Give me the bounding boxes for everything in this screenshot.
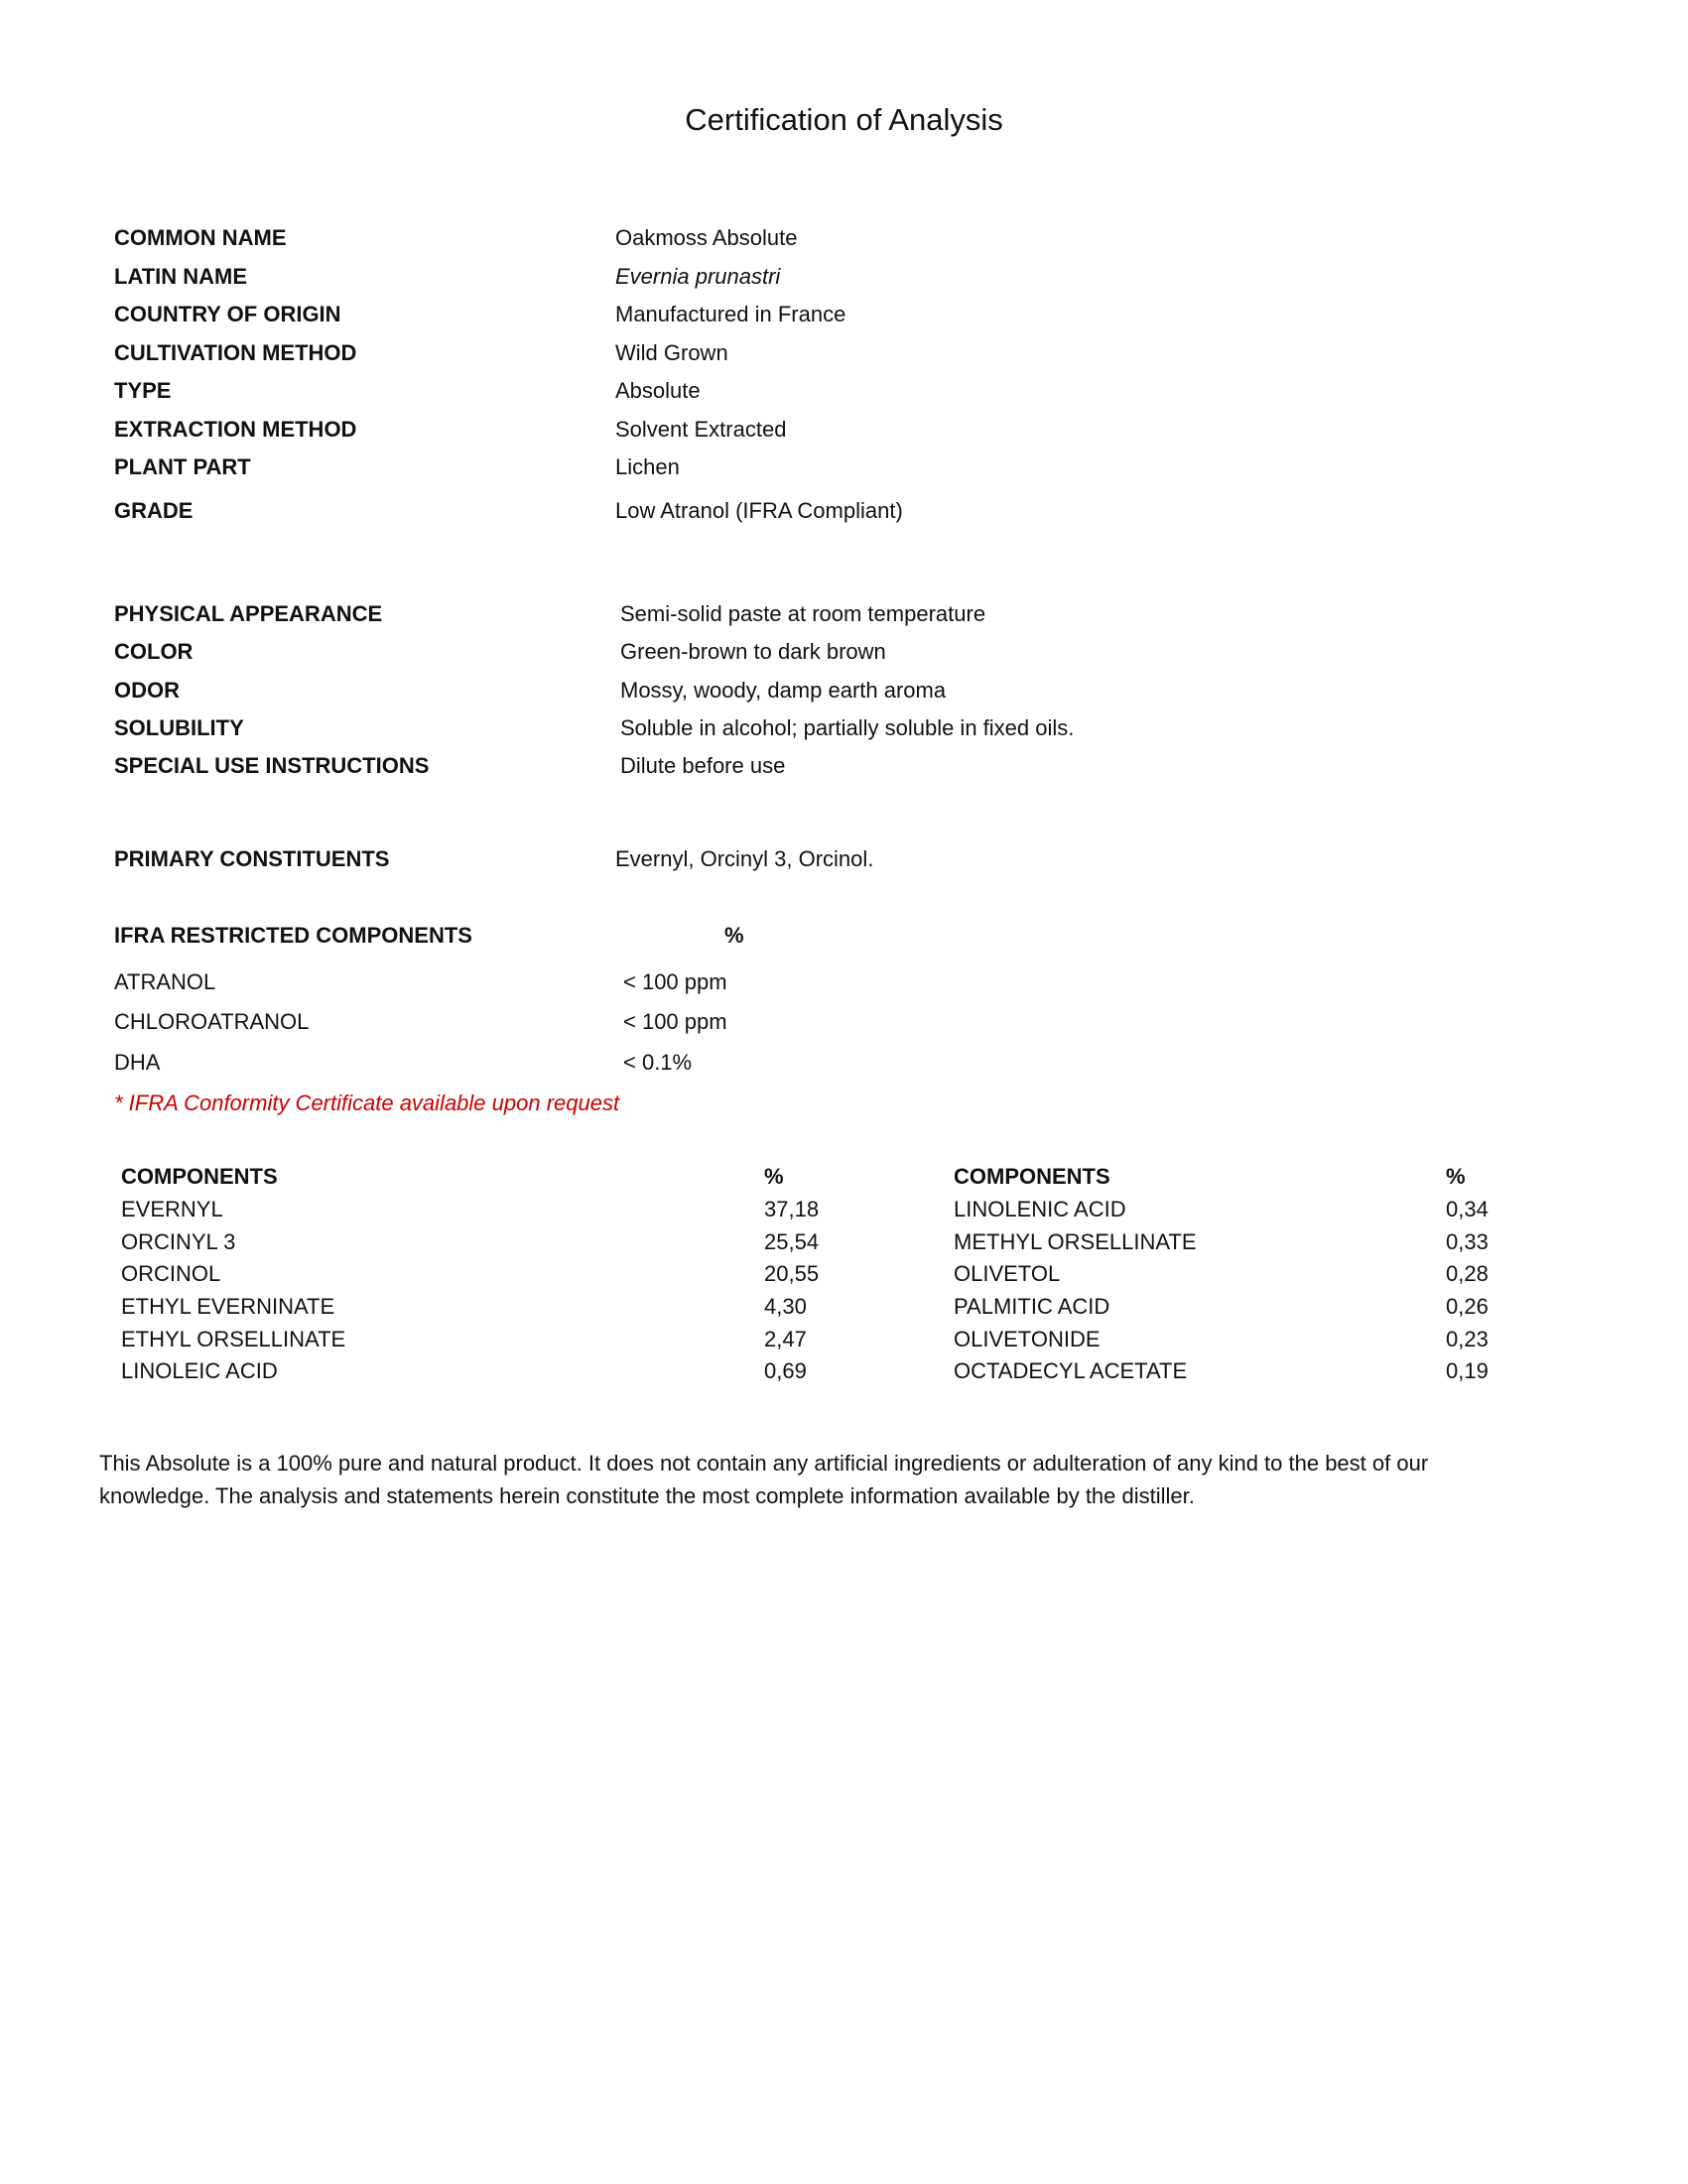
component-name: LINOLEIC ACID — [121, 1358, 278, 1383]
ifra-item-name: DHA — [114, 1050, 161, 1075]
component-value: 0,33 — [1446, 1229, 1489, 1254]
ifra-item-name: CHLOROATRANOL — [114, 1009, 310, 1034]
special-use-label: SPECIAL USE INSTRUCTIONS — [114, 753, 430, 778]
odor-label: ODOR — [114, 678, 180, 703]
latin-name-value: Evernia prunastri — [615, 264, 781, 289]
ifra-item-value: < 0.1% — [623, 1050, 693, 1075]
type-value: Absolute — [615, 378, 701, 403]
component-value: 0,69 — [764, 1358, 807, 1383]
component-value: 20,55 — [764, 1261, 820, 1286]
ifra-item-value: < 100 ppm — [623, 1009, 727, 1034]
component-value: 0,28 — [1446, 1261, 1489, 1286]
component-name: PALMITIC ACID — [954, 1294, 1110, 1319]
percent-header-right: % — [1446, 1164, 1466, 1189]
component-value: 0,34 — [1446, 1197, 1489, 1221]
common-name-label: COMMON NAME — [114, 225, 287, 250]
grade-label: GRADE — [114, 498, 194, 523]
component-value: 0,19 — [1446, 1358, 1489, 1383]
latin-name-label: LATIN NAME — [114, 264, 248, 289]
purity-statement-line-1: This Absolute is a 100% pure and natural product. It does not contain any artificial ingredients or adulteration of any kind to the best of our — [99, 1451, 1429, 1476]
country-of-origin-value: Manufactured in France — [615, 302, 846, 326]
physical-appearance-value: Semi-solid paste at room temperature — [620, 601, 986, 626]
extraction-method-label: EXTRACTION METHOD — [114, 417, 357, 442]
component-value: 2,47 — [764, 1327, 807, 1351]
color-value: Green-brown to dark brown — [620, 639, 886, 664]
physical-appearance-label: PHYSICAL APPEARANCE — [114, 601, 383, 626]
component-name: EVERNYL — [121, 1197, 223, 1221]
plant-part-value: Lichen — [615, 454, 680, 479]
common-name-value: Oakmoss Absolute — [615, 225, 798, 250]
ifra-item-name: ATRANOL — [114, 969, 216, 994]
component-name: OLIVETOL — [954, 1261, 1061, 1286]
component-value: 37,18 — [764, 1197, 820, 1221]
plant-part-label: PLANT PART — [114, 454, 251, 479]
component-name: ORCINOL — [121, 1261, 221, 1286]
components-header-right: COMPONENTS — [954, 1164, 1110, 1189]
color-label: COLOR — [114, 639, 194, 664]
ifra-item-value: < 100 ppm — [623, 969, 727, 994]
component-value: 0,23 — [1446, 1327, 1489, 1351]
component-name: METHYL ORSELLINATE — [954, 1229, 1197, 1254]
component-name: ETHYL EVERNINATE — [121, 1294, 335, 1319]
component-name: ORCINYL 3 — [121, 1229, 236, 1254]
percent-header-left: % — [764, 1164, 784, 1189]
component-value: 4,30 — [764, 1294, 807, 1319]
country-of-origin-label: COUNTRY OF ORIGIN — [114, 302, 341, 326]
ifra-percent-header: % — [724, 923, 744, 948]
cultivation-method-value: Wild Grown — [615, 340, 728, 365]
component-name: ETHYL ORSELLINATE — [121, 1327, 346, 1351]
purity-statement-line-2: knowledge. The analysis and statements herein constitute the most complete information available by the distiller. — [99, 1483, 1195, 1508]
components-header-left: COMPONENTS — [121, 1164, 278, 1189]
special-use-value: Dilute before use — [620, 753, 786, 778]
component-name: LINOLENIC ACID — [954, 1197, 1126, 1221]
solubility-label: SOLUBILITY — [114, 715, 244, 740]
ifra-conformity-note: * IFRA Conformity Certificate available upon request — [114, 1091, 620, 1115]
page-title: Certification of Analysis — [685, 102, 1003, 137]
component-value: 0,26 — [1446, 1294, 1489, 1319]
component-name: OLIVETONIDE — [954, 1327, 1101, 1351]
purity-statement — [99, 1447, 1518, 1512]
primary-constituents-label: PRIMARY CONSTITUENTS — [114, 846, 390, 871]
ifra-header: IFRA RESTRICTED COMPONENTS — [114, 923, 472, 948]
odor-value: Mossy, woody, damp earth aroma — [620, 678, 947, 703]
primary-constituents-value: Evernyl, Orcinyl 3, Orcinol. — [615, 846, 874, 871]
solubility-value: Soluble in alcohol; partially soluble in fixed oils. — [620, 715, 1075, 740]
cultivation-method-label: CULTIVATION METHOD — [114, 340, 357, 365]
component-value: 25,54 — [764, 1229, 820, 1254]
extraction-method-value: Solvent Extracted — [615, 417, 787, 442]
grade-value: Low Atranol (IFRA Compliant) — [615, 498, 903, 523]
type-label: TYPE — [114, 378, 172, 403]
component-name: OCTADECYL ACETATE — [954, 1358, 1188, 1383]
